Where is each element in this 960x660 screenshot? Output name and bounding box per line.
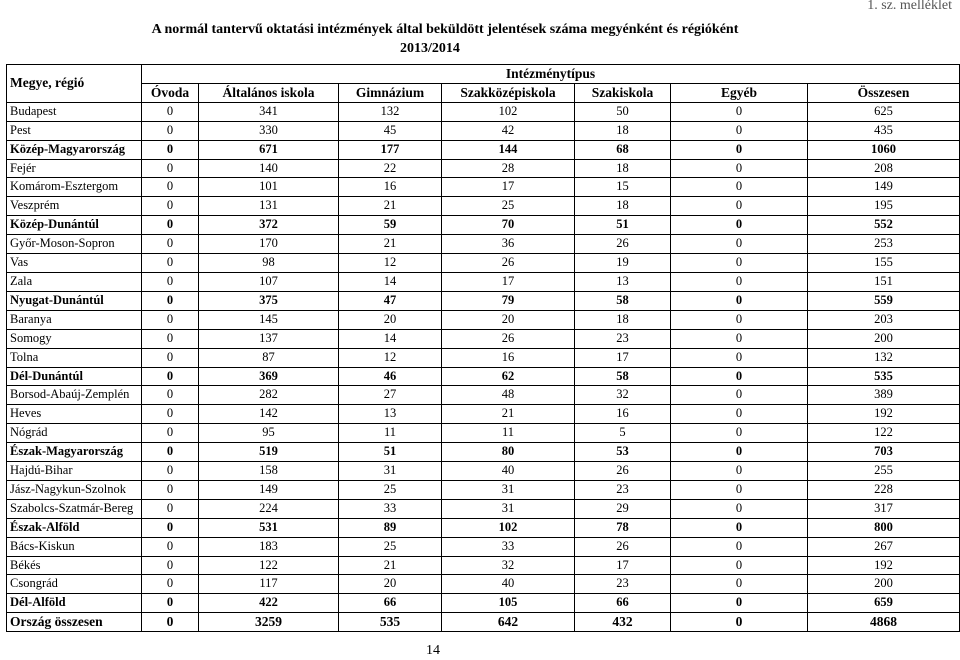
cell-value: 122 — [808, 424, 960, 443]
cell-value: 12 — [339, 254, 442, 273]
cell-value: 16 — [575, 405, 671, 424]
cell-value: 659 — [808, 594, 960, 613]
cell-value: 0 — [671, 386, 808, 405]
cell-value: 0 — [142, 159, 199, 178]
county-row — [7, 462, 960, 481]
county-row — [7, 348, 960, 367]
cell-value: 435 — [808, 121, 960, 140]
cell-value: 0 — [142, 348, 199, 367]
cell-value: 535 — [808, 367, 960, 386]
cell-value: 14 — [339, 272, 442, 291]
cell-value: 25 — [442, 197, 575, 216]
cell-value: 0 — [142, 367, 199, 386]
cell-value: 155 — [808, 254, 960, 273]
cell-value: 422 — [199, 594, 339, 613]
cell-value: 0 — [142, 291, 199, 310]
cell-value: 0 — [671, 575, 808, 594]
cell-value: 0 — [671, 329, 808, 348]
cell-value: 703 — [808, 443, 960, 462]
cell-value: 369 — [199, 367, 339, 386]
cell-value: 282 — [199, 386, 339, 405]
cell-value: 53 — [575, 443, 671, 462]
cell-value: 0 — [671, 197, 808, 216]
cell-value: 0 — [671, 537, 808, 556]
cell-value: 144 — [442, 140, 575, 159]
cell-value: 0 — [671, 216, 808, 235]
cell-value: 32 — [442, 556, 575, 575]
cell-value: 0 — [142, 121, 199, 140]
county-row — [7, 480, 960, 499]
row-name: Zala — [7, 272, 142, 291]
county-row — [7, 197, 960, 216]
cell-value: 535 — [339, 613, 442, 632]
cell-value: 47 — [339, 291, 442, 310]
cell-value: 14 — [339, 329, 442, 348]
cell-value: 140 — [199, 159, 339, 178]
cell-value: 224 — [199, 499, 339, 518]
row-name: Szabolcs-Szatmár-Bereg — [7, 499, 142, 518]
row-name: Baranya — [7, 310, 142, 329]
county-row — [7, 556, 960, 575]
column-header: Szakközépiskola — [442, 83, 575, 102]
reports-table — [6, 64, 960, 632]
row-name: Bács-Kiskun — [7, 537, 142, 556]
row-name: Borsod-Abaúj-Zemplén — [7, 386, 142, 405]
cell-value: 22 — [339, 159, 442, 178]
header-row-top — [7, 65, 960, 84]
cell-value: 0 — [142, 556, 199, 575]
cell-value: 0 — [671, 235, 808, 254]
cell-value: 253 — [808, 235, 960, 254]
cell-value: 17 — [442, 178, 575, 197]
cell-value: 0 — [671, 348, 808, 367]
cell-value: 0 — [142, 575, 199, 594]
cell-value: 192 — [808, 556, 960, 575]
cell-value: 23 — [575, 480, 671, 499]
cell-value: 200 — [808, 329, 960, 348]
cell-value: 0 — [671, 443, 808, 462]
cell-value: 3259 — [199, 613, 339, 632]
cell-value: 132 — [339, 102, 442, 121]
cell-value: 341 — [199, 102, 339, 121]
cell-value: 142 — [199, 405, 339, 424]
header-row-columns — [7, 83, 960, 102]
cell-value: 0 — [671, 556, 808, 575]
cell-value: 15 — [575, 178, 671, 197]
row-name: Fejér — [7, 159, 142, 178]
county-row — [7, 405, 960, 424]
cell-value: 195 — [808, 197, 960, 216]
cell-value: 27 — [339, 386, 442, 405]
cell-value: 0 — [142, 216, 199, 235]
annex-label: 1. sz. melléklet — [867, 0, 952, 13]
cell-value: 228 — [808, 480, 960, 499]
region-row — [7, 443, 960, 462]
cell-value: 183 — [199, 537, 339, 556]
county-row — [7, 310, 960, 329]
cell-value: 87 — [199, 348, 339, 367]
cell-value: 0 — [142, 310, 199, 329]
cell-value: 66 — [575, 594, 671, 613]
cell-value: 16 — [442, 348, 575, 367]
cell-value: 89 — [339, 518, 442, 537]
cell-value: 0 — [671, 480, 808, 499]
cell-value: 18 — [575, 159, 671, 178]
cell-value: 192 — [808, 405, 960, 424]
cell-value: 101 — [199, 178, 339, 197]
county-row — [7, 102, 960, 121]
cell-value: 45 — [339, 121, 442, 140]
cell-value: 389 — [808, 386, 960, 405]
cell-value: 122 — [199, 556, 339, 575]
row-name: Közép-Dunántúl — [7, 216, 142, 235]
row-name: Budapest — [7, 102, 142, 121]
cell-value: 151 — [808, 272, 960, 291]
county-row — [7, 272, 960, 291]
row-name: Somogy — [7, 329, 142, 348]
cell-value: 18 — [575, 121, 671, 140]
cell-value: 20 — [339, 575, 442, 594]
cell-value: 80 — [442, 443, 575, 462]
cell-value: 17 — [442, 272, 575, 291]
cell-value: 200 — [808, 575, 960, 594]
cell-value: 48 — [442, 386, 575, 405]
cell-value: 58 — [575, 367, 671, 386]
cell-value: 149 — [199, 480, 339, 499]
cell-value: 372 — [199, 216, 339, 235]
county-row — [7, 178, 960, 197]
county-row — [7, 386, 960, 405]
cell-value: 170 — [199, 235, 339, 254]
cell-value: 105 — [442, 594, 575, 613]
cell-value: 519 — [199, 443, 339, 462]
cell-value: 137 — [199, 329, 339, 348]
cell-value: 0 — [142, 102, 199, 121]
cell-value: 11 — [339, 424, 442, 443]
cell-value: 531 — [199, 518, 339, 537]
cell-value: 4868 — [808, 613, 960, 632]
row-name: Észak-Alföld — [7, 518, 142, 537]
cell-value: 625 — [808, 102, 960, 121]
cell-value: 21 — [339, 197, 442, 216]
cell-value: 26 — [575, 537, 671, 556]
row-name: Csongrád — [7, 575, 142, 594]
region-row — [7, 140, 960, 159]
cell-value: 0 — [671, 254, 808, 273]
cell-value: 0 — [142, 386, 199, 405]
cell-value: 330 — [199, 121, 339, 140]
cell-value: 0 — [671, 310, 808, 329]
cell-value: 145 — [199, 310, 339, 329]
table-body — [7, 102, 960, 631]
cell-value: 0 — [142, 197, 199, 216]
cell-value: 26 — [442, 254, 575, 273]
cell-value: 98 — [199, 254, 339, 273]
cell-value: 671 — [199, 140, 339, 159]
column-header: Általános iskola — [199, 83, 339, 102]
region-column-header: Megye, régió — [7, 65, 142, 103]
cell-value: 59 — [339, 216, 442, 235]
cell-value: 107 — [199, 272, 339, 291]
cell-value: 0 — [671, 462, 808, 481]
column-header: Óvoda — [142, 83, 199, 102]
cell-value: 26 — [575, 235, 671, 254]
cell-value: 50 — [575, 102, 671, 121]
cell-value: 5 — [575, 424, 671, 443]
cell-value: 0 — [671, 272, 808, 291]
cell-value: 158 — [199, 462, 339, 481]
cell-value: 46 — [339, 367, 442, 386]
cell-value: 0 — [671, 594, 808, 613]
cell-value: 40 — [442, 462, 575, 481]
cell-value: 17 — [575, 348, 671, 367]
cell-value: 0 — [671, 178, 808, 197]
cell-value: 32 — [575, 386, 671, 405]
row-name: Veszprém — [7, 197, 142, 216]
county-row — [7, 159, 960, 178]
row-name: Hajdú-Bihar — [7, 462, 142, 481]
cell-value: 16 — [339, 178, 442, 197]
cell-value: 0 — [671, 159, 808, 178]
cell-value: 40 — [442, 575, 575, 594]
cell-value: 70 — [442, 216, 575, 235]
row-name: Ország összesen — [7, 613, 142, 632]
cell-value: 1060 — [808, 140, 960, 159]
cell-value: 79 — [442, 291, 575, 310]
cell-value: 255 — [808, 462, 960, 481]
cell-value: 17 — [575, 556, 671, 575]
cell-value: 0 — [671, 140, 808, 159]
cell-value: 0 — [671, 291, 808, 310]
cell-value: 23 — [575, 329, 671, 348]
cell-value: 18 — [575, 197, 671, 216]
county-row — [7, 121, 960, 140]
cell-value: 267 — [808, 537, 960, 556]
cell-value: 0 — [671, 405, 808, 424]
region-row — [7, 518, 960, 537]
cell-value: 203 — [808, 310, 960, 329]
region-row — [7, 367, 960, 386]
cell-value: 0 — [142, 499, 199, 518]
cell-value: 18 — [575, 310, 671, 329]
cell-value: 21 — [339, 235, 442, 254]
cell-value: 132 — [808, 348, 960, 367]
page-number: 14 — [426, 643, 440, 658]
row-name: Komárom-Esztergom — [7, 178, 142, 197]
cell-value: 0 — [142, 254, 199, 273]
document-title: A normál tantervű oktatási intézmények által beküldött jelentések száma megyénként és régióként — [151, 22, 739, 37]
cell-value: 149 — [808, 178, 960, 197]
cell-value: 26 — [442, 329, 575, 348]
cell-value: 117 — [199, 575, 339, 594]
region-row — [7, 291, 960, 310]
county-row — [7, 424, 960, 443]
cell-value: 0 — [142, 424, 199, 443]
county-row — [7, 254, 960, 273]
cell-value: 0 — [671, 102, 808, 121]
cell-value: 13 — [575, 272, 671, 291]
cell-value: 23 — [575, 575, 671, 594]
cell-value: 21 — [339, 556, 442, 575]
column-header: Szakiskola — [575, 83, 671, 102]
row-name: Dél-Dunántúl — [7, 367, 142, 386]
column-header: Egyéb — [671, 83, 808, 102]
column-header: Gimnázium — [339, 83, 442, 102]
county-row — [7, 329, 960, 348]
county-row — [7, 499, 960, 518]
cell-value: 11 — [442, 424, 575, 443]
cell-value: 62 — [442, 367, 575, 386]
cell-value: 642 — [442, 613, 575, 632]
cell-value: 0 — [142, 329, 199, 348]
county-row — [7, 537, 960, 556]
cell-value: 0 — [142, 178, 199, 197]
cell-value: 33 — [442, 537, 575, 556]
cell-value: 42 — [442, 121, 575, 140]
cell-value: 0 — [142, 613, 199, 632]
cell-value: 51 — [575, 216, 671, 235]
row-name: Tolna — [7, 348, 142, 367]
row-name: Észak-Magyarország — [7, 443, 142, 462]
cell-value: 559 — [808, 291, 960, 310]
cell-value: 20 — [442, 310, 575, 329]
cell-value: 0 — [671, 499, 808, 518]
column-header: Összesen — [808, 83, 960, 102]
cell-value: 317 — [808, 499, 960, 518]
cell-value: 68 — [575, 140, 671, 159]
cell-value: 0 — [142, 140, 199, 159]
cell-value: 26 — [575, 462, 671, 481]
cell-value: 58 — [575, 291, 671, 310]
row-name: Pest — [7, 121, 142, 140]
cell-value: 0 — [142, 518, 199, 537]
cell-value: 78 — [575, 518, 671, 537]
cell-value: 33 — [339, 499, 442, 518]
school-year: 2013/2014 — [400, 41, 460, 56]
cell-value: 208 — [808, 159, 960, 178]
cell-value: 25 — [339, 480, 442, 499]
cell-value: 0 — [671, 613, 808, 632]
cell-value: 177 — [339, 140, 442, 159]
cell-value: 36 — [442, 235, 575, 254]
region-row — [7, 216, 960, 235]
cell-value: 432 — [575, 613, 671, 632]
cell-value: 31 — [442, 499, 575, 518]
cell-value: 0 — [142, 462, 199, 481]
cell-value: 0 — [142, 443, 199, 462]
row-name: Nyugat-Dunántúl — [7, 291, 142, 310]
cell-value: 95 — [199, 424, 339, 443]
row-name: Dél-Alföld — [7, 594, 142, 613]
cell-value: 12 — [339, 348, 442, 367]
total-row — [7, 613, 960, 632]
cell-value: 51 — [339, 443, 442, 462]
cell-value: 0 — [671, 518, 808, 537]
cell-value: 0 — [142, 480, 199, 499]
region-row — [7, 594, 960, 613]
cell-value: 21 — [442, 405, 575, 424]
cell-value: 13 — [339, 405, 442, 424]
table-header — [7, 65, 960, 103]
cell-value: 66 — [339, 594, 442, 613]
cell-value: 31 — [442, 480, 575, 499]
county-row — [7, 235, 960, 254]
cell-value: 102 — [442, 102, 575, 121]
cell-value: 31 — [339, 462, 442, 481]
cell-value: 0 — [671, 367, 808, 386]
cell-value: 0 — [142, 537, 199, 556]
cell-value: 552 — [808, 216, 960, 235]
cell-value: 800 — [808, 518, 960, 537]
row-name: Heves — [7, 405, 142, 424]
cell-value: 0 — [142, 405, 199, 424]
cell-value: 0 — [671, 121, 808, 140]
institution-type-header: Intézménytípus — [142, 65, 960, 84]
row-name: Békés — [7, 556, 142, 575]
cell-value: 0 — [142, 272, 199, 291]
cell-value: 0 — [671, 424, 808, 443]
cell-value: 0 — [142, 235, 199, 254]
row-name: Győr-Moson-Sopron — [7, 235, 142, 254]
cell-value: 29 — [575, 499, 671, 518]
row-name: Közép-Magyarország — [7, 140, 142, 159]
cell-value: 0 — [142, 594, 199, 613]
cell-value: 131 — [199, 197, 339, 216]
cell-value: 102 — [442, 518, 575, 537]
row-name: Nógrád — [7, 424, 142, 443]
county-row — [7, 575, 960, 594]
cell-value: 25 — [339, 537, 442, 556]
cell-value: 375 — [199, 291, 339, 310]
cell-value: 28 — [442, 159, 575, 178]
row-name: Jász-Nagykun-Szolnok — [7, 480, 142, 499]
row-name: Vas — [7, 254, 142, 273]
cell-value: 20 — [339, 310, 442, 329]
cell-value: 19 — [575, 254, 671, 273]
